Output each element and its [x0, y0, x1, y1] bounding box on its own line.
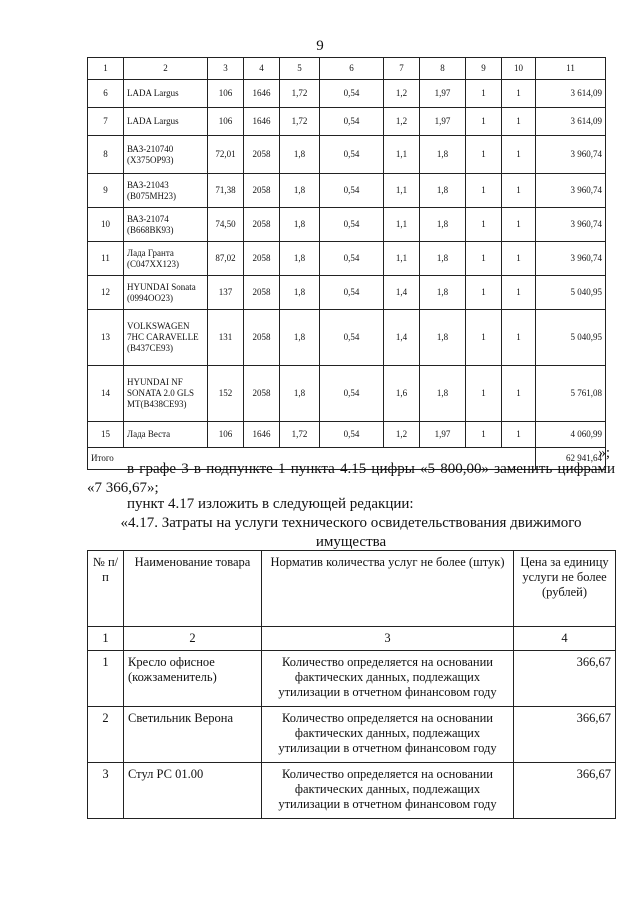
table-cell: 8	[88, 136, 124, 174]
table-cell: 1	[466, 310, 502, 366]
table-cell: 11	[88, 242, 124, 276]
table-cell: HYUNDAI Sonata (0994ОО23)	[124, 276, 208, 310]
table-cell: 1,6	[384, 366, 420, 422]
table-cell: 6	[88, 80, 124, 108]
table-cell: 0,54	[320, 422, 384, 448]
table-cell: Лада Веста	[124, 422, 208, 448]
table-cell: 106	[208, 80, 244, 108]
column-number: 1	[88, 58, 124, 80]
table-cell: 3 960,74	[536, 136, 606, 174]
table-cell: 1	[466, 108, 502, 136]
item-name: Светильник Верона	[124, 707, 262, 763]
table-cell: 0,54	[320, 108, 384, 136]
column-number: 8	[420, 58, 466, 80]
table-cell: 1,8	[420, 310, 466, 366]
table-cell: 1,8	[420, 136, 466, 174]
table-cell: 1	[502, 366, 536, 422]
table-cell: 7	[88, 108, 124, 136]
table-cell: 1,97	[420, 422, 466, 448]
table-cell: 0,54	[320, 208, 384, 242]
table-cell: 9	[88, 174, 124, 208]
table-cell: 1	[502, 80, 536, 108]
column-number: 2	[124, 627, 262, 651]
table-cell: 72,01	[208, 136, 244, 174]
table-cell: ВАЗ-210740 (Х375ОР93)	[124, 136, 208, 174]
column-header: Цена за единицу услуги не более (рублей)	[514, 551, 616, 627]
table-row	[88, 136, 606, 174]
table-cell: 1	[502, 310, 536, 366]
table-cell: 3 960,74	[536, 242, 606, 276]
section-heading: «4.17. Затраты на услуги технического освидетельствования движимого имущества	[120, 515, 582, 550]
table-cell: 12	[88, 276, 124, 310]
table-cell: 1,2	[384, 422, 420, 448]
item-name: Стул РС 01.00	[124, 763, 262, 819]
table-row	[88, 242, 606, 276]
table-cell: 2058	[244, 276, 280, 310]
table-cell: 1,97	[420, 108, 466, 136]
table-cell: 0,54	[320, 310, 384, 366]
table-cell: 1,1	[384, 208, 420, 242]
table-cell: ВАЗ-21043 (В075МН23)	[124, 174, 208, 208]
table-cell: 1,4	[384, 310, 420, 366]
column-number: 1	[88, 627, 124, 651]
table-cell: 4 060,99	[536, 422, 606, 448]
column-number: 5	[280, 58, 320, 80]
table-cell: 1,8	[420, 242, 466, 276]
table-row	[88, 276, 606, 310]
table-cell: 106	[208, 108, 244, 136]
table-cell: 5 040,95	[536, 310, 606, 366]
table-cell: 1646	[244, 80, 280, 108]
table-row	[88, 310, 606, 366]
table-cell: 1,8	[280, 242, 320, 276]
table-cell: 1	[466, 80, 502, 108]
table-cell: 1,8	[280, 174, 320, 208]
table-cell: 1	[502, 276, 536, 310]
unit-price: 366,67	[514, 651, 616, 707]
table-row	[88, 651, 616, 707]
table-cell: 1	[466, 422, 502, 448]
table-cell: 106	[208, 422, 244, 448]
table-cell: 3 960,74	[536, 174, 606, 208]
table-cell: 1646	[244, 108, 280, 136]
table-row	[88, 174, 606, 208]
table-cell: 1646	[244, 422, 280, 448]
inspection-services-table	[87, 550, 616, 819]
column-number: 11	[536, 58, 606, 80]
table-cell: 71,38	[208, 174, 244, 208]
table-row	[88, 80, 606, 108]
table-cell: ВАЗ-21074 (В668ВК93)	[124, 208, 208, 242]
table-row	[88, 422, 606, 448]
table-cell: HYUNDAI NF SONATA 2.0 GLS MT(В438СЕ93)	[124, 366, 208, 422]
table-row	[88, 366, 606, 422]
table-cell: 1,2	[384, 108, 420, 136]
table-header-row	[88, 58, 606, 80]
column-number: 4	[244, 58, 280, 80]
column-header: № п/п	[88, 551, 124, 627]
unit-price: 366,67	[514, 707, 616, 763]
table-cell: 1	[502, 242, 536, 276]
table-cell: 2058	[244, 174, 280, 208]
table-cell: 5 761,08	[536, 366, 606, 422]
table-cell: 1	[466, 174, 502, 208]
table-cell: 14	[88, 366, 124, 422]
table-cell: 1	[466, 276, 502, 310]
table-cell: 0,54	[320, 366, 384, 422]
table-cell: 1	[502, 136, 536, 174]
unit-price: 366,67	[514, 763, 616, 819]
table-cell: 1,8	[280, 208, 320, 242]
table-cell: 2058	[244, 310, 280, 366]
page-number: 9	[316, 38, 324, 54]
table-cell: 1,1	[384, 136, 420, 174]
table-cell: 1	[502, 174, 536, 208]
amendment-paragraph: в графе 3 в подпункте 1 пункта 4.15 цифры «5 800,00» заменить цифрами «7 366,67»;	[87, 461, 615, 496]
column-number: 9	[466, 58, 502, 80]
column-number: 4	[514, 627, 616, 651]
table-cell: 0,54	[320, 242, 384, 276]
table-cell: 1,8	[420, 174, 466, 208]
column-number-row	[88, 627, 616, 651]
row-number: 2	[88, 707, 124, 763]
table-cell: 1,1	[384, 174, 420, 208]
table-cell: 1,72	[280, 108, 320, 136]
table-cell: VOLKSWAGEN 7HC CARAVELLE (В437СЕ93)	[124, 310, 208, 366]
vehicle-cost-table	[87, 57, 606, 470]
table-cell: 0,54	[320, 80, 384, 108]
closing-quote: »;	[598, 445, 610, 461]
table-cell: Лада Гранта (С047ХХ123)	[124, 242, 208, 276]
table-cell: 1,97	[420, 80, 466, 108]
table-header-row	[88, 551, 616, 627]
item-name: Кресло офисное (кожзаменитель)	[124, 651, 262, 707]
table-cell: 1,1	[384, 242, 420, 276]
table-cell: 1	[466, 242, 502, 276]
column-number: 7	[384, 58, 420, 80]
table-cell: 74,50	[208, 208, 244, 242]
table-cell: 2058	[244, 208, 280, 242]
table-cell: 137	[208, 276, 244, 310]
table-cell: 0,54	[320, 174, 384, 208]
column-number: 6	[320, 58, 384, 80]
quantity-norm: Количество определяется на основании фактических данных, подлежащих утилизации в отчетном финансовом году	[262, 707, 514, 763]
table-cell: 1,8	[280, 276, 320, 310]
column-header: Наименование товара	[124, 551, 262, 627]
amendment-paragraph-2: пункт 4.17 изложить в следующей редакции:	[127, 496, 414, 512]
table-cell: 10	[88, 208, 124, 242]
table-cell: 0,54	[320, 276, 384, 310]
table-cell: 3 614,09	[536, 80, 606, 108]
table-cell: 1,8	[280, 136, 320, 174]
table-cell: 2058	[244, 366, 280, 422]
table-cell: 1	[466, 366, 502, 422]
total-value: 62 941,64	[536, 448, 606, 470]
column-number: 3	[262, 627, 514, 651]
table-row	[88, 208, 606, 242]
table-cell: 0,54	[320, 136, 384, 174]
table-cell: 3 614,09	[536, 108, 606, 136]
table-cell: 1	[502, 108, 536, 136]
total-label: Итого	[88, 448, 536, 470]
table-cell: 15	[88, 422, 124, 448]
table-cell: 1	[466, 136, 502, 174]
table-cell: 1	[466, 208, 502, 242]
table-row	[88, 763, 616, 819]
table-cell: 1,8	[420, 208, 466, 242]
table-cell: LADA Largus	[124, 80, 208, 108]
row-number: 1	[88, 651, 124, 707]
quantity-norm: Количество определяется на основании фактических данных, подлежащих утилизации в отчетном финансовом году	[262, 651, 514, 707]
table-cell: 1,8	[280, 310, 320, 366]
column-number: 2	[124, 58, 208, 80]
row-number: 3	[88, 763, 124, 819]
table-row	[88, 108, 606, 136]
table-row	[88, 707, 616, 763]
table-cell: 1,72	[280, 80, 320, 108]
quantity-norm: Количество определяется на основании фактических данных, подлежащих утилизации в отчетном финансовом году	[262, 763, 514, 819]
table-cell: 87,02	[208, 242, 244, 276]
table-cell: 2058	[244, 136, 280, 174]
table-cell: 2058	[244, 242, 280, 276]
column-number: 3	[208, 58, 244, 80]
table-cell: 1,72	[280, 422, 320, 448]
table-cell: 1,2	[384, 80, 420, 108]
column-number: 10	[502, 58, 536, 80]
table-cell: 13	[88, 310, 124, 366]
table-cell: LADA Largus	[124, 108, 208, 136]
table-cell: 1	[502, 208, 536, 242]
table-cell: 1,8	[280, 366, 320, 422]
table-cell: 3 960,74	[536, 208, 606, 242]
table-cell: 1	[502, 422, 536, 448]
table-cell: 5 040,95	[536, 276, 606, 310]
table-cell: 152	[208, 366, 244, 422]
table-cell: 1,8	[420, 366, 466, 422]
table-cell: 1,8	[420, 276, 466, 310]
column-header: Норматив количества услуг не более (штук)	[262, 551, 514, 627]
table-cell: 1,4	[384, 276, 420, 310]
table-cell: 131	[208, 310, 244, 366]
